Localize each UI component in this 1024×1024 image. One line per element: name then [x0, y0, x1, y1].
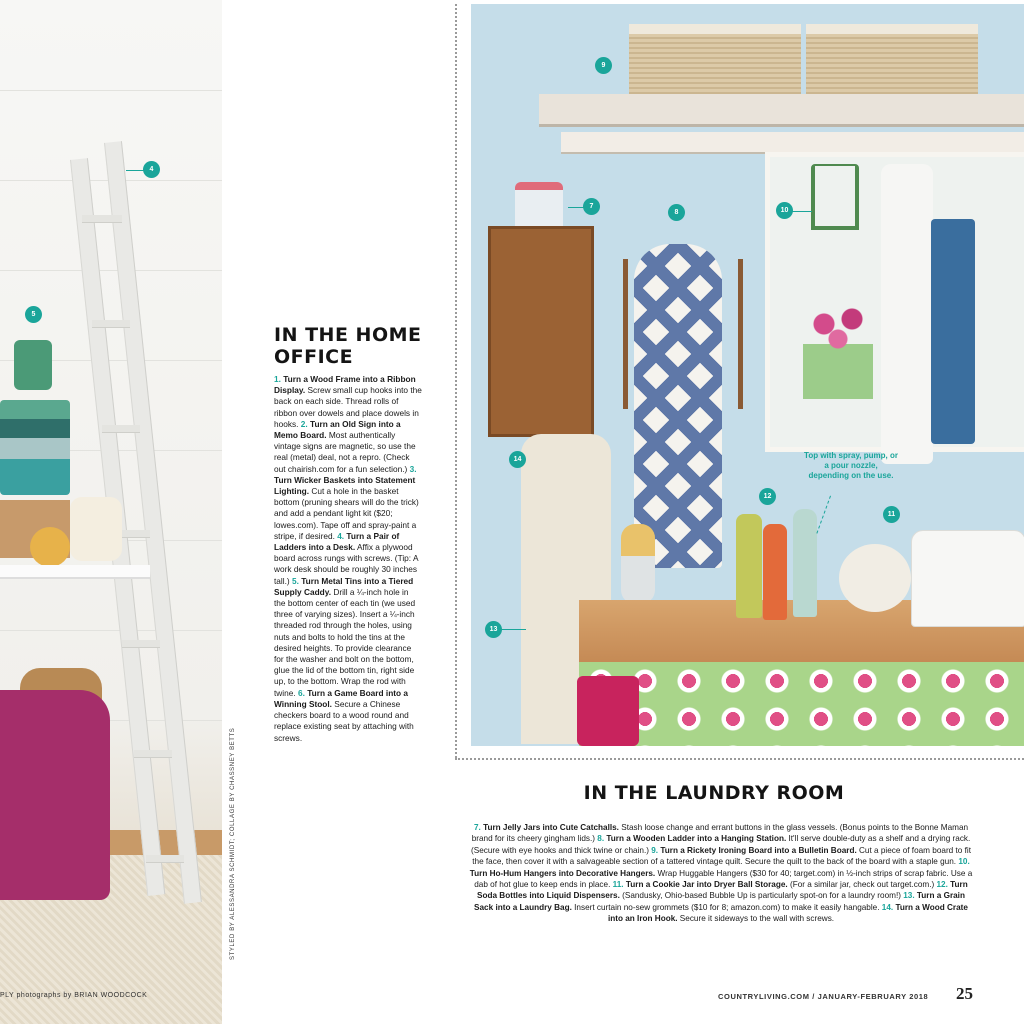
- item-text: It'll serve double-duty as a shelf and a drying rack. (Secure with eye hooks and thick twine or chain.): [471, 834, 971, 855]
- wicker-bin: [629, 24, 801, 104]
- callout-9: 9: [595, 57, 612, 74]
- item-text: Screw small cup hooks into the back on each side. Thread rolls of ribbon over dowels and place dowels in hooks.: [274, 385, 422, 429]
- item-title: Turn a Cookie Jar into Dryer Ball Storage.: [625, 880, 788, 890]
- laundry-room-photo: [471, 4, 1024, 746]
- dotted-frame-bottom: [455, 758, 1024, 760]
- item-title: Turn a Rickety Ironing Board into a Bulletin Board.: [660, 845, 857, 855]
- wood-crate: [488, 226, 594, 437]
- item-text: Wrap Huggable Hangers ($30 for 40; target.com) in ½-inch strips of scrap fabric. Use a dab of hot glue to keep ends in place.: [474, 868, 973, 890]
- item-title: Turn Wicker Baskets into Statement Lighting.: [274, 474, 416, 497]
- callout-14: 14: [509, 451, 526, 468]
- wrapped-hanger: [811, 164, 859, 230]
- soda-bottle: [736, 514, 762, 618]
- hanging-jeans: [931, 219, 975, 444]
- pink-throw: [0, 690, 110, 900]
- item-number: 5.: [291, 575, 302, 586]
- item-title: Turn a Wood Frame into a Ribbon Display.: [274, 374, 416, 396]
- ironing-board-bulletin: [634, 244, 722, 568]
- wicker-bin: [806, 24, 978, 104]
- item-number: 12.: [936, 880, 951, 890]
- soda-bottle: [793, 509, 817, 617]
- tiered-tin-caddy: [0, 400, 70, 495]
- callout-12: 12: [759, 488, 776, 505]
- callout-5: 5: [25, 306, 42, 323]
- home-office-photo: [0, 0, 222, 1024]
- item-number: 9.: [651, 845, 661, 855]
- hanging-shirt: [881, 164, 933, 464]
- callout-4: 4: [143, 161, 160, 178]
- item-number: 7.: [473, 823, 484, 832]
- item-title: Turn Ho-Hum Hangers into Decorative Hangers.: [469, 868, 656, 878]
- item-text: Drill a ¼-inch hole in the bottom center of each tin (we used three of varying sizes). Insert a ¼-inch threaded rod through the holes, using nuts and bolts to hold the tins at the desired heights. To provide clearance for the washer and bolt on the bottom, glue the lid of the bottom tin, right side up, to the bottom. Wrap the rod with twine.: [274, 586, 416, 698]
- item-number: 14.: [881, 902, 896, 912]
- yarn-ball: [30, 527, 70, 567]
- item-title: Turn a Pair of Ladders into a Desk.: [274, 530, 400, 553]
- item-number: 6.: [297, 687, 308, 698]
- soda-bottle: [763, 524, 787, 620]
- office-body: [274, 374, 422, 744]
- item-text: (For a similar jar, check out target.com.): [787, 880, 937, 890]
- item-title: Turn a Wooden Ladder into a Hanging Station.: [606, 834, 787, 844]
- item-title: Turn a Grain Sack into a Laundry Bag.: [474, 891, 965, 912]
- item-3: [274, 464, 419, 541]
- dispenser-tip: Top with spray, pump, or a pour nozzle, depending on the use.: [804, 451, 898, 480]
- item-text: Secure a Chinese checkers board to a wood round and replace existing seat by attaching with screws.: [274, 698, 414, 743]
- desk-shelf: [0, 565, 150, 579]
- office-heading: IN THE HOME OFFICE: [274, 324, 422, 368]
- callout-7: 7: [583, 198, 600, 215]
- tulip-vase: [803, 299, 873, 399]
- item-text: Stash loose change and errant buttons in the glass vessels. (Bonus points to the Bonne Maman brand for its cheery gingham lids.): [471, 823, 969, 844]
- item-title: Turn Metal Tins into a Tiered Supply Caddy.: [274, 575, 414, 597]
- item-5: [613, 880, 937, 889]
- item-title: Turn an Old Sign into a Memo Board.: [274, 418, 401, 441]
- callout-11: 11: [883, 506, 900, 523]
- item-title: Turn a Game Board into a Winning Stool.: [274, 687, 409, 709]
- item-number: 2.: [300, 418, 310, 429]
- ladder-shelf: [539, 94, 1024, 127]
- folio-site: COUNTRYLIVING.COM / JANUARY-FEBRUARY 2018: [718, 992, 929, 1001]
- item-number: 8.: [597, 834, 607, 844]
- item-title: Turn a Wood Crate into an Iron Hook.: [607, 902, 968, 924]
- dotted-frame-left: [455, 4, 457, 758]
- callout-13: 13: [485, 621, 502, 638]
- item-text: Affix a plywood board across rungs with screws. (Tip: A work desk should be roughly 30 inches tall.): [274, 542, 419, 586]
- floral-skirt: [579, 662, 1024, 746]
- item-text: Most authentically vintage signs are magnetic, so use the real (metal) deal, not a repro. (Check out chairish.com for a fun selection.): [274, 430, 416, 474]
- item-title: Turn Jelly Jars into Cute Catchalls.: [483, 823, 619, 832]
- dryer-balls: [839, 544, 911, 612]
- tin-caddy-top: [14, 340, 52, 390]
- item-text: Cut a piece of foam board to fit the face, then cover it with a salvageable section of a tattered vintage quilt. Secure the quilt to the back of the board with a staple gun.: [472, 845, 971, 867]
- item-title: Turn Soda Bottles into Liquid Dispensers.: [477, 880, 968, 901]
- laundry-heading: IN THE LAUNDRY ROOM: [583, 782, 845, 804]
- item-text: Secure it sideways to the wall with screws.: [677, 914, 835, 924]
- rain-boots: [577, 676, 639, 746]
- item-text: Insert curtain no-sew grommets ($10 for 8; amazon.com) to make it easily hangable.: [571, 902, 882, 912]
- page-number: 25: [956, 984, 973, 1003]
- item-text: Cut a hole in the basket bottom (pruning shears will do the trick) and add a pendant light kit ($20; lowes.com). Tape off and spray-paint a stripe, if desired.: [274, 486, 419, 541]
- photo-credit: PLY photographs by BRIAN WOODCOCK: [0, 992, 148, 999]
- item-number: 10.: [958, 857, 970, 867]
- item-text: (Sandusky, Ohio-based Bubble Up is particularly spot-on for a laundry room!): [619, 891, 904, 901]
- item-number: 4.: [337, 530, 347, 541]
- item-5: [274, 576, 415, 698]
- item-number: 3.: [409, 463, 417, 474]
- laundry-body: [468, 822, 974, 925]
- item-number: 11.: [612, 880, 626, 890]
- vertical-credit: STYLED BY ALESSANDRA SCHMIDT; COLLAGE BY CHASSNEY BETTS: [230, 727, 236, 960]
- cookie-jar: [911, 530, 1024, 627]
- callout-8: 8: [668, 204, 685, 221]
- callout-10: 10: [776, 202, 793, 219]
- item-number: 1.: [274, 374, 284, 384]
- item-number: 13.: [903, 891, 917, 901]
